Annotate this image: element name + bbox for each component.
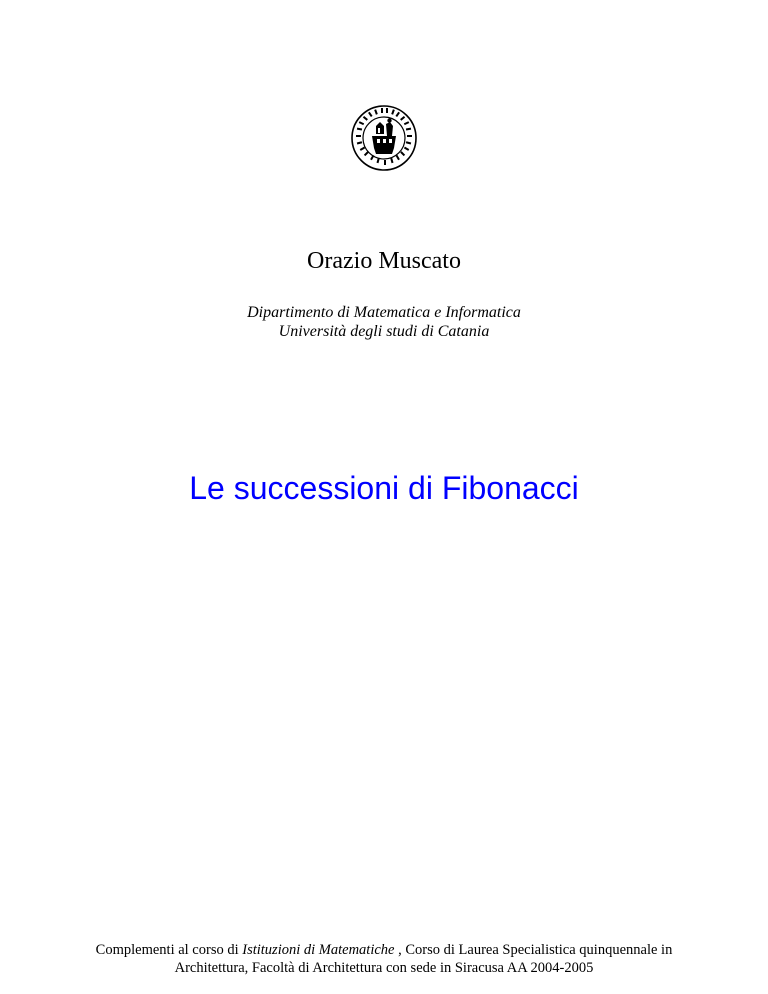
affiliation-department: Dipartimento di Matematica e Informatica	[247, 304, 521, 321]
affiliation-university: Università degli studi di Catania	[278, 323, 490, 340]
author-name: Orazio Muscato	[307, 248, 461, 274]
footer-suffix: , Corso di Laurea Specialistica quinquennale in	[394, 942, 673, 958]
footer-note	[0, 941, 768, 977]
footer-line-2: Architettura, Facoltà di Architettura con sede in Siracusa AA 2004-2005	[174, 960, 594, 976]
affiliation	[0, 303, 768, 341]
footer-prefix: Complementi al corso di	[95, 942, 243, 958]
seal-graphic	[350, 104, 418, 172]
footer-line-1	[0, 941, 768, 959]
document-title: Le successioni di Fibonacci	[189, 470, 579, 506]
university-seal-icon	[350, 104, 418, 172]
footer-course-name: Istituzioni di Matematiche	[242, 942, 395, 958]
